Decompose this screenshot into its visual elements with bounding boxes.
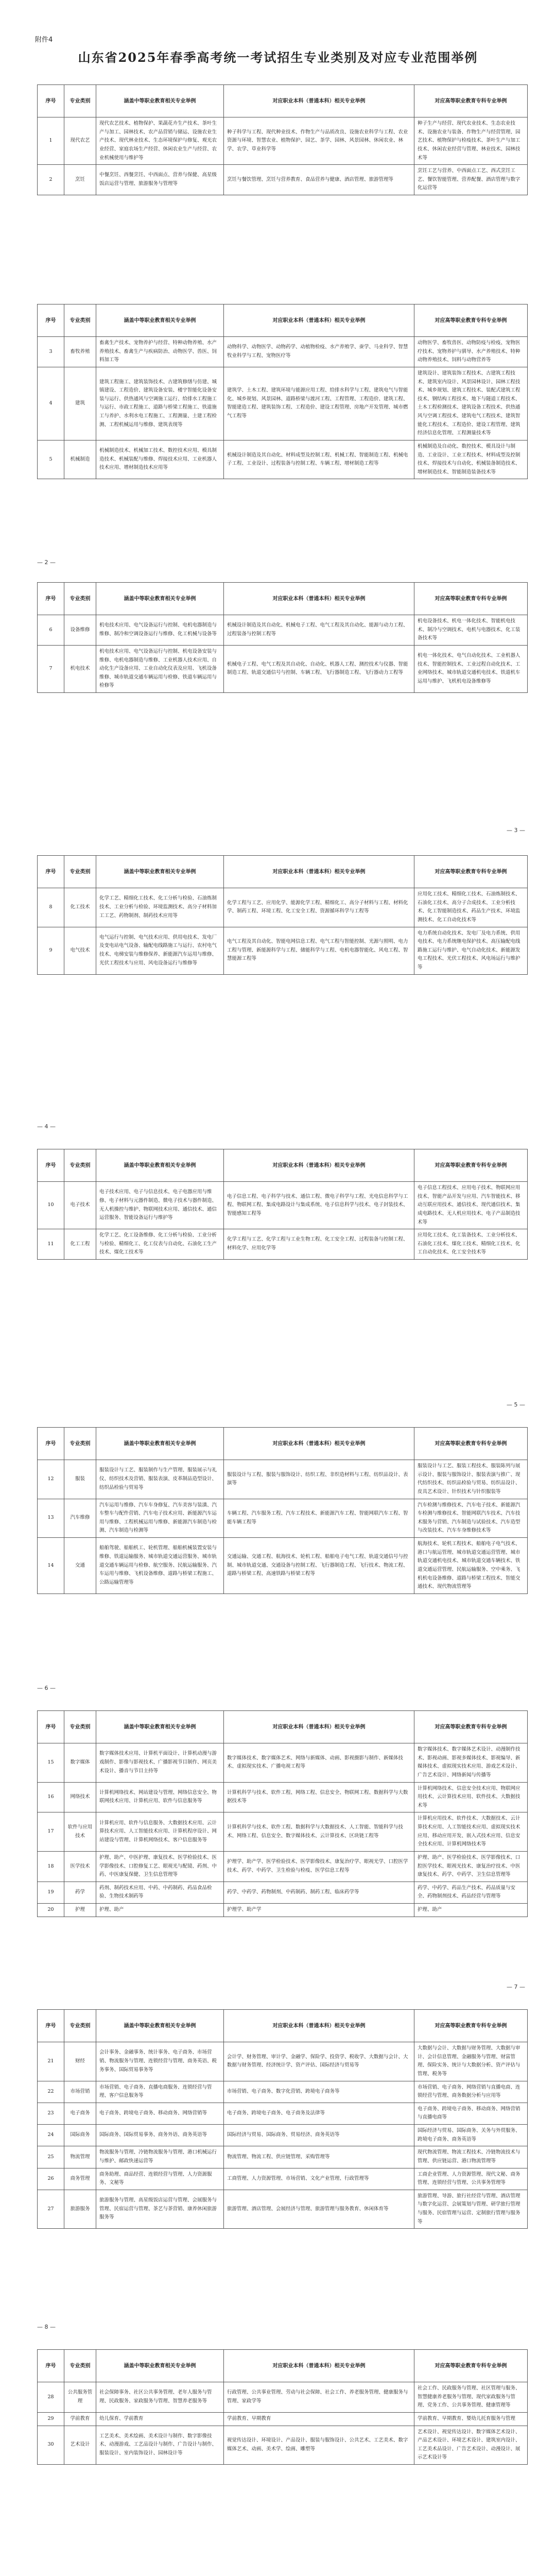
row-category: 烹饪 xyxy=(64,165,96,195)
row-seq: 29 xyxy=(38,2412,64,2426)
row-secondary-majors: 机电技术应用、电气设备运行与控制、机电设备安装与维修、电机电器制造与维修、工业机器人技术应用、自动化生产设备应用、工业自动化仪表及应用、飞机设备维修、城市轨道交通车辆运用与检修、铁道车辆运用与检修等 xyxy=(96,645,224,692)
header-category: 专业类别 xyxy=(64,856,96,888)
row-secondary-majors: 中餐烹饪、西餐烹饪、中西面点、营养与保健、高星级饭店运营与管理、旅游服务与管理等 xyxy=(96,165,224,195)
row-secondary-majors: 汽车运用与维修、汽车车身修复、汽车美容与装潢、汽车整车与配件营销、汽车电子技术应用、新能源汽车运用与维修、工程机械运用与维修、新能源汽车制造与检测、汽车制造与检测等 xyxy=(96,1499,224,1538)
row-seq: 3 xyxy=(38,337,64,367)
header-secondary: 涵盖中等职业教育相关专业举例 xyxy=(96,85,224,117)
header-secondary: 涵盖中等职业教育相关专业举例 xyxy=(96,583,224,615)
row-seq: 27 xyxy=(38,2190,64,2229)
table-row xyxy=(38,1812,528,1852)
row-higher-majors: 大数据与会计、大数据与财务管理、大数据与审计、会计信息管理、金融服务与管理、财富管理、保险实务、统计与大数据分析、资产评估与管理、税务等 xyxy=(414,2042,528,2081)
row-secondary-majors: 船舶驾驶、船舶机工、轮机管理、船舶机械装置安装与维修、铁道运输服务、城市轨道交通运营服务、城市轨道交通车辆运用与检修、航空服务、民航运输服务、汽车运用与维修、飞机设备维修、道路与桥梁工程施工、公路运输管理等 xyxy=(96,1538,224,1594)
table-row xyxy=(38,1782,528,1812)
row-seq: 9 xyxy=(38,927,64,974)
header-category: 专业类别 xyxy=(64,304,96,337)
row-category: 电气技术 xyxy=(64,927,96,974)
row-higher-majors: 机械制造及自动化、数控技术、模具设计与制造、工业设计、工业工程技术、材料成型及控制技术、焊接技术与自动化、机械装备制造技术、增材制造技术、智能制造装备技术等 xyxy=(414,440,528,479)
header-undergrad: 对应职业本科（普通本科）相关专业举例 xyxy=(224,1711,414,1743)
row-category: 畜牧养殖 xyxy=(64,337,96,367)
row-undergrad-majors: 化学工程与工艺、化学工程与工业生物工程、化工安全工程、过程装备与控制工程、材料化学、应用化学等 xyxy=(224,1229,414,1260)
row-secondary-majors: 工艺美术、美术绘画、美术设计与制作、数字影像技术、动漫游戏、工艺品设计与制作、广告设计与制作、服装设计、室内装饰设计、园林设计等 xyxy=(96,2426,224,2465)
page-number: — 3 — xyxy=(507,827,525,834)
row-category: 市场营销 xyxy=(64,2081,96,2103)
table-row xyxy=(38,1229,528,1260)
row-seq: 4 xyxy=(38,367,64,440)
row-seq: 6 xyxy=(38,615,64,646)
row-secondary-majors: 物流服务与管理、冷链物流服务与管理、港口机械运行与维护、邮政快递运营等 xyxy=(96,2146,224,2168)
page-number: — 5 — xyxy=(507,1401,525,1408)
header-category: 专业类别 xyxy=(64,2350,96,2382)
page-number: — 2 — xyxy=(37,559,56,566)
row-category: 药学 xyxy=(64,1882,96,1903)
table-segment-7 xyxy=(37,1710,528,1917)
row-category: 医学技术 xyxy=(64,1851,96,1882)
row-secondary-majors: 商务助理、商品经营、连锁经营与管理、人力资源服务、文秘等 xyxy=(96,2168,224,2190)
row-secondary-majors: 电气运行与控制、电气技术应用、供用电技术、发电厂及变电站电气设备、输配电线路施工与运行、农村电气技术、电梯安装与维修保养、新能源汽车运用与维修、光伏工程技术与应用、风电设备运行与维修等 xyxy=(96,927,224,974)
row-secondary-majors: 国际商务、国际贸易事务、商务外语、商务英语等 xyxy=(96,2125,224,2146)
table-row xyxy=(38,367,528,440)
table-row xyxy=(38,1460,528,1499)
row-category: 艺术设计 xyxy=(64,2426,96,2465)
row-category: 财经 xyxy=(64,2042,96,2081)
table-row xyxy=(38,645,528,692)
header-seq: 序号 xyxy=(38,304,64,337)
header-category: 专业类别 xyxy=(64,1428,96,1460)
header-higher: 对应高等职业教育专科专业举例 xyxy=(414,2350,528,2382)
row-seq: 10 xyxy=(38,1182,64,1229)
table-segment-8 xyxy=(37,2009,528,2229)
table-header-row xyxy=(38,583,528,615)
row-category: 汽车维修 xyxy=(64,1499,96,1538)
header-secondary: 涵盖中等职业教育相关专业举例 xyxy=(96,856,224,888)
row-seq: 13 xyxy=(38,1499,64,1538)
row-higher-majors: 国际经济与贸易、国际商务、关务与外贸服务、跨境电子商务、商务英语等 xyxy=(414,2125,528,2146)
row-category: 建筑 xyxy=(64,367,96,440)
table-segment-6 xyxy=(37,1427,528,1594)
row-secondary-majors: 护理、助产 xyxy=(96,1904,224,1917)
table-row xyxy=(38,1182,528,1229)
table-row xyxy=(38,927,528,974)
row-undergrad-majors: 动物科学、动物医学、动物药学、动植物检疫、水产养殖学、蚕学、马业科学、智慧牧业科学与工程、宠物医疗等 xyxy=(224,337,414,367)
header-higher: 对应高等职业教育专科专业举例 xyxy=(414,304,528,337)
header-seq: 序号 xyxy=(38,1428,64,1460)
row-seq: 28 xyxy=(38,2382,64,2413)
row-seq: 26 xyxy=(38,2168,64,2190)
row-higher-majors: 应用化工技术、精细化工技术、石油炼制技术、石油化工技术、高分子合成技术、工业分析技术、化工智能制造技术、药品生产技术、环境监测技术、化工自动化技术等 xyxy=(414,888,528,927)
row-undergrad-majors: 学前教育、早期教育 xyxy=(224,2412,414,2426)
header-secondary: 涵盖中等职业教育相关专业举例 xyxy=(96,1428,224,1460)
table-row xyxy=(38,1851,528,1882)
header-higher: 对应高等职业教育专科专业举例 xyxy=(414,1149,528,1182)
row-seq: 21 xyxy=(38,2042,64,2081)
table-segment-9 xyxy=(37,2349,528,2465)
row-secondary-majors: 护理、助产、中医护理、康复技术、医学检验技术、医学影像技术、口腔修复工艺、眼视光与配镜、药剂、中药、中医康复保健、卫生信息管理等 xyxy=(96,1851,224,1882)
header-secondary: 涵盖中等职业教育相关专业举例 xyxy=(96,1149,224,1182)
page-number: — 4 — xyxy=(37,1123,56,1130)
row-seq: 15 xyxy=(38,1743,64,1783)
row-higher-majors: 机电一体化技术、电气自动化技术、工业机器人技术、智能控制技术、工业过程自动化技术、工业网络技术、城市轨道交通机电技术、铁道机车运用与维护、飞机机电设备维修等 xyxy=(414,645,528,692)
header-secondary: 涵盖中等职业教育相关专业举例 xyxy=(96,2350,224,2382)
table-header-row xyxy=(38,1428,528,1460)
table-row xyxy=(38,1743,528,1783)
header-higher: 对应高等职业教育专科专业举例 xyxy=(414,583,528,615)
row-category: 化工工程 xyxy=(64,1229,96,1260)
row-secondary-majors: 社会保障事务、社区公共事务管理、老年人服务与管理、民政服务、家政服务与管理、智慧养老服务等 xyxy=(96,2382,224,2413)
row-seq: 17 xyxy=(38,1812,64,1852)
row-seq: 8 xyxy=(38,888,64,927)
header-higher: 对应高等职业教育专科专业举例 xyxy=(414,856,528,888)
row-higher-majors: 建筑设计、建筑装饰工程技术、古建筑工程技术、建筑室内设计、风景园林设计、园林工程技术、城乡规划、建筑工程技术、装配式建筑工程技术、钢结构工程技术、地下与隧道工程技术、土木工程检测技术、建筑设备工程技术、供热通风与空调工程技术、建筑电气工程技术、建筑智能化工程技术、工程造价、建设工程管理、建筑经济信息化管理、工程测量技术等 xyxy=(414,367,528,440)
row-undergrad-majors: 化学工程与工艺、应用化学、能源化学工程、精细化工、高分子材料与工程、材料化学、制药工程、环境工程、化工安全工程、资源循环科学与工程等 xyxy=(224,888,414,927)
table-header-row xyxy=(38,2350,528,2382)
table-row xyxy=(38,337,528,367)
attachment-label: 附件4 xyxy=(35,36,53,44)
header-seq: 序号 xyxy=(38,1711,64,1743)
row-higher-majors: 应用化工技术、化工装备技术、工业分析技术、石油化工技术、煤化工技术、精细化工技术、化工自动化技术、化工安全技术等 xyxy=(414,1229,528,1260)
table-row xyxy=(38,1499,528,1538)
table-row xyxy=(38,2382,528,2413)
row-higher-majors: 现代物流管理、物流工程技术、冷链物流技术与管理、供应链运营、港口物流管理等 xyxy=(414,2146,528,2168)
row-category: 物流管理 xyxy=(64,2146,96,2168)
row-secondary-majors: 电子商务、跨境电子商务、移动商务、网络营销等 xyxy=(96,2103,224,2124)
table-segment-3 xyxy=(37,582,528,693)
header-secondary: 涵盖中等职业教育相关专业举例 xyxy=(96,304,224,337)
header-seq: 序号 xyxy=(38,583,64,615)
page-number: — 8 — xyxy=(37,2324,56,2330)
row-higher-majors: 艺术设计、视觉传达设计、数字媒体艺术设计、产品艺术设计、环境艺术设计、建筑室内设计、工艺美术品设计、广告艺术设计、动漫设计、展示艺术设计等 xyxy=(414,2426,528,2465)
row-undergrad-majors: 行政管理、公共事业管理、劳动与社会保障、社会工作、养老服务管理、健康服务与管理、家政学等 xyxy=(224,2382,414,2413)
row-undergrad-majors: 计算机科学与技术、软件工程、数据科学与大数据技术、人工智能、智能科学与技术、网络工程、信息安全、数字媒体技术、云计算技术、区块链工程等 xyxy=(224,1812,414,1852)
row-higher-majors: 动物医学、畜牧兽医、动物防疫与检疫、宠物医疗技术、宠物养护与驯导、水产养殖技术、特种动物养殖技术、饲料与动物营养等 xyxy=(414,337,528,367)
row-undergrad-majors: 护理学、助产学 xyxy=(224,1904,414,1917)
header-undergrad: 对应职业本科（普通本科）相关专业举例 xyxy=(224,304,414,337)
row-higher-majors: 电力系统自动化技术、发电厂及电力系统、供用电技术、电力系统继电保护技术、高压输配电线路施工运行与维护、电气自动化技术、新能源发电工程技术、光伏工程技术、风电场运行与维护等 xyxy=(414,927,528,974)
row-undergrad-majors: 服装设计与工程、服装与服饰设计、纺织工程、非织造材料与工程、纺织品设计、表演等 xyxy=(224,1460,414,1499)
header-higher: 对应高等职业教育专科专业举例 xyxy=(414,85,528,117)
page-number: — 7 — xyxy=(507,1984,525,1990)
header-category: 专业类别 xyxy=(64,1149,96,1182)
row-category: 学前教育 xyxy=(64,2412,96,2426)
row-seq: 20 xyxy=(38,1904,64,1917)
table-segment-4 xyxy=(37,855,528,975)
row-higher-majors: 护理、助产、医学检验技术、医学影像技术、口腔医学技术、眼视光技术、康复治疗技术、中医康复技术、药学、中药学、卫生信息管理等 xyxy=(414,1851,528,1882)
row-seq: 14 xyxy=(38,1538,64,1594)
table-header-row xyxy=(38,856,528,888)
table-segment-1 xyxy=(37,84,528,195)
row-undergrad-majors: 市场营销、电子商务、数字化营销、跨境电子商务等 xyxy=(224,2081,414,2103)
table-row xyxy=(38,2081,528,2103)
table-row xyxy=(38,440,528,479)
row-higher-majors: 旅游管理、导游、旅行社经营与管理、酒店管理与数字化运营、会展策划与管理、研学旅行管理与服务、民宿管理与运营、定制旅行管理与服务等 xyxy=(414,2190,528,2229)
header-secondary: 涵盖中等职业教育相关专业举例 xyxy=(96,2010,224,2042)
table-row xyxy=(38,2168,528,2190)
row-higher-majors: 种子生产与经营、现代农业技术、生态农业技术、设施农业与装备、作物生产与经营管理、园艺技术、植物保护与检疫技术、茶叶生产与加工技术、休闲农业经营与管理、林业技术、园林技术等 xyxy=(414,117,528,165)
header-category: 专业类别 xyxy=(64,85,96,117)
row-seq: 30 xyxy=(38,2426,64,2465)
row-undergrad-majors: 交通运输、交通工程、航海技术、轮机工程、船舶电子电气工程、轨道交通信号与控制、城市轨道交通、交通设备与控制工程、飞行器制造工程、飞行技术、物流工程、道路与桥梁工程、高速铁路与桥梁工程等 xyxy=(224,1538,414,1594)
table-header-row xyxy=(38,85,528,117)
row-secondary-majors: 数字媒体技术应用、计算机平面设计、计算机动漫与游戏制作、影像与影视技术、广播影视节目制作、网页美术设计、播音与节目主持等 xyxy=(96,1743,224,1783)
row-category: 电子技术 xyxy=(64,1182,96,1229)
header-category: 专业类别 xyxy=(64,2010,96,2042)
row-higher-majors: 服装设计与工艺、服装工程技术、服装陈列与展示设计、服装与服饰设计、服装表演与推广、现代纺织技术、纺织品检验与贸易、纺织品设计、皮具艺术设计、针织技术与针织服装等 xyxy=(414,1460,528,1499)
row-category: 服装 xyxy=(64,1460,96,1499)
table-header-row xyxy=(38,1149,528,1182)
row-secondary-majors: 药剂、制药技术应用、中药、中药制药、药品食品检验、生物技术制药等 xyxy=(96,1882,224,1903)
row-undergrad-majors: 物流管理、物流工程、供应链管理、采购管理等 xyxy=(224,2146,414,2168)
row-undergrad-majors: 建筑学、土木工程、建筑环境与能源应用工程、给排水科学与工程、建筑电气与智能化、城乡规划、风景园林、道路桥梁与渡河工程、工程管理、工程造价、建筑工程、智能建造工程、建筑装饰工程、工程造价、建设工程管理、房地产开发管理、城市燃气工程等 xyxy=(224,367,414,440)
header-undergrad: 对应职业本科（普通本科）相关专业举例 xyxy=(224,2010,414,2042)
row-secondary-majors: 机电技术应用、电气设备运行与控制、电机电器制造与维修、制冷和空调设备运行与维修、化工机械与设备等 xyxy=(96,615,224,646)
row-secondary-majors: 计算机应用、软件与信息服务、大数据技术应用、云计算技术应用、人工智能技术应用、计算机程序设计、网站建设与管理、计算机网络技术、客户信息服务等 xyxy=(96,1812,224,1852)
row-seq: 18 xyxy=(38,1851,64,1882)
row-seq: 23 xyxy=(38,2103,64,2124)
table-row xyxy=(38,2103,528,2124)
row-secondary-majors: 服装设计与工艺、服装制作与生产管理、服装展示与礼仪、纺织技术及营销、服装表演、皮革制品造型设计、纺织品检验与贸易等 xyxy=(96,1460,224,1499)
table-row xyxy=(38,2190,528,2229)
row-undergrad-majors: 电气工程及其自动化、智能电网信息工程、电气工程与智能控制、光源与照明、电力工程与管理、新能源科学与工程、储能科学与工程、电机电器智能化、风电工程、智慧能源工程等 xyxy=(224,927,414,974)
row-higher-majors: 航海技术、轮机工程技术、船舶电子电气技术、港口与航运管理、城市轨道交通运营管理、城市轨道交通机电技术、城市轨道交通车辆技术、铁道交通运营管理、民航运输服务、空中乘务、飞机机电设备维修、道路与桥梁工程技术、智能交通技术、现代物流管理等 xyxy=(414,1538,528,1594)
table-segment-5 xyxy=(37,1149,528,1260)
row-undergrad-majors: 电子商务、跨境电子商务、电子商务及法律等 xyxy=(224,2103,414,2124)
table-header-row xyxy=(38,1711,528,1743)
row-higher-majors: 计算机应用技术、软件技术、大数据技术、云计算技术应用、人工智能技术应用、虚拟现实技术应用、移动应用开发、嵌入式技术应用、信息安全技术应用、计算机网络技术等 xyxy=(414,1812,528,1852)
header-undergrad: 对应职业本科（普通本科）相关专业举例 xyxy=(224,1149,414,1182)
header-higher: 对应高等职业教育专科专业举例 xyxy=(414,1711,528,1743)
row-higher-majors: 数字媒体技术、数字媒体艺术设计、动漫制作技术、影视动画、影视多媒体技术、影视编导、新媒体技术、虚拟现实技术应用、游戏艺术设计、广告艺术设计、网络新闻与传播等 xyxy=(414,1743,528,1783)
table-row xyxy=(38,2412,528,2426)
row-undergrad-majors: 种子科学与工程、现代种业技术、作物生产与品质改良、设施农业科学与工程、农业资源与环境、智慧农业、植物保护、园艺、茶学、园林、风景园林、休闲农业、林学、农学、草业科学等 xyxy=(224,117,414,165)
table-header-row xyxy=(38,2010,528,2042)
row-higher-majors: 学前教育、早期教育、婴幼儿托育服务与管理 xyxy=(414,2412,528,2426)
row-category: 电子商务 xyxy=(64,2103,96,2124)
row-category: 国际商务 xyxy=(64,2125,96,2146)
row-seq: 24 xyxy=(38,2125,64,2146)
row-higher-majors: 烹饪工艺与营养、中西面点工艺、西式烹饪工艺、餐饮智能管理、营养配餐、酒店管理与数字化运营等 xyxy=(414,165,528,195)
row-seq: 5 xyxy=(38,440,64,479)
row-seq: 19 xyxy=(38,1882,64,1903)
header-undergrad: 对应职业本科（普通本科）相关专业举例 xyxy=(224,583,414,615)
row-undergrad-majors: 机械设计制造及其自动化、机械电子工程、电气工程及其自动化、能源与动力工程、过程装备与控制工程等 xyxy=(224,615,414,646)
row-higher-majors: 市场营销、电子商务、网络营销与直播电商、连锁经营与管理、商务数据分析与应用等 xyxy=(414,2081,528,2103)
header-seq: 序号 xyxy=(38,85,64,117)
header-undergrad: 对应职业本科（普通本科）相关专业举例 xyxy=(224,85,414,117)
row-seq: 1 xyxy=(38,117,64,165)
row-undergrad-majors: 数字媒体技术、数字媒体艺术、网络与新媒体、动画、影视摄影与制作、新媒体技术、虚拟现实技术、广播电视工程等 xyxy=(224,1743,414,1783)
header-seq: 序号 xyxy=(38,2010,64,2042)
row-category: 软件与应用技术 xyxy=(64,1812,96,1852)
row-category: 化工技术 xyxy=(64,888,96,927)
row-category: 网络技术 xyxy=(64,1782,96,1812)
table-row xyxy=(38,2042,528,2081)
table-row xyxy=(38,117,528,165)
row-category: 机电技术 xyxy=(64,645,96,692)
row-higher-majors: 汽车检测与维修技术、汽车电子技术、新能源汽车检测与维修技术、智能网联汽车技术、汽车技术服务与营销、汽车制造与试验技术、汽车造型与改装技术、汽车车身维修技术等 xyxy=(414,1499,528,1538)
table-row xyxy=(38,165,528,195)
row-higher-majors: 机电设备技术、机电一体化技术、智能机电技术、制冷与空调技术、电机与电器技术、化工装备技术等 xyxy=(414,615,528,646)
table-row xyxy=(38,2125,528,2146)
header-undergrad: 对应职业本科（普通本科）相关专业举例 xyxy=(224,1428,414,1460)
table-row xyxy=(38,615,528,646)
row-higher-majors: 计算机网络技术、信息安全技术应用、物联网应用技术、云计算技术应用、软件技术、大数据技术等 xyxy=(414,1782,528,1812)
row-secondary-majors: 旅游服务与管理、高星级饭店运营与管理、会展服务与管理、民宿运营与管理、茶艺与茶营销、康养休闲旅游服务等 xyxy=(96,2190,224,2229)
row-category: 公共服务管理 xyxy=(64,2382,96,2413)
row-undergrad-majors: 计算机科学与技术、软件工程、网络工程、信息安全、物联网工程、数据科学与大数据技术等 xyxy=(224,1782,414,1812)
row-secondary-majors: 会计事务、金融事务、统计事务、电子商务、市场营销、物流服务与管理、连锁经营与管理、商务英语、税务事务、国际贸易事务等 xyxy=(96,2042,224,2081)
row-category: 现代农艺 xyxy=(64,117,96,165)
row-seq: 12 xyxy=(38,1460,64,1499)
table-segment-2 xyxy=(37,304,528,479)
row-seq: 2 xyxy=(38,165,64,195)
row-undergrad-majors: 机械设计制造及其自动化、材料成型及控制工程、机械工程、智能制造工程、机械电子工程、工业设计、过程装备与控制工程、车辆工程、增材制造工程等 xyxy=(224,440,414,479)
table-row xyxy=(38,2146,528,2168)
table-row xyxy=(38,1538,528,1594)
row-seq: 25 xyxy=(38,2146,64,2168)
row-undergrad-majors: 国际经济与贸易、国际商务、贸易经济、商务英语等 xyxy=(224,2125,414,2146)
row-category: 旅游服务 xyxy=(64,2190,96,2229)
header-undergrad: 对应职业本科（普通本科）相关专业举例 xyxy=(224,856,414,888)
row-category: 数字媒体 xyxy=(64,1743,96,1783)
row-category: 机械制造 xyxy=(64,440,96,479)
row-higher-majors: 工商企业管理、人力资源管理、现代文秘、商务管理、连锁经营与管理、公共事务管理等 xyxy=(414,2168,528,2190)
row-undergrad-majors: 会计学、财务管理、审计学、金融学、保险学、投资学、税收学、大数据与会计、大数据与财务管理、经济统计学、资产评估、国际经济与贸易等 xyxy=(224,2042,414,2081)
row-undergrad-majors: 工商管理、人力资源管理、市场营销、文化产业管理、行政管理等 xyxy=(224,2168,414,2190)
row-secondary-majors: 幼儿保育、学前教育 xyxy=(96,2412,224,2426)
row-category: 交通 xyxy=(64,1538,96,1594)
header-seq: 序号 xyxy=(38,1149,64,1182)
header-higher: 对应高等职业教育专科专业举例 xyxy=(414,1428,528,1460)
row-undergrad-majors: 视觉传达设计、环境设计、产品设计、服装与服饰设计、公共艺术、工艺美术、数字媒体艺术、动画、美术学、绘画、雕塑等 xyxy=(224,2426,414,2465)
row-secondary-majors: 化学工艺、化工设备维修、化工分析与检验、工业分析与检验、精细化工、化工仪表与自动化、石油化工生产技术、煤化工技术等 xyxy=(96,1229,224,1260)
row-secondary-majors: 计算机网络技术、网站建设与管理、网络信息安全、物联网技术应用、计算机应用、软件与信息服务等 xyxy=(96,1782,224,1812)
row-higher-majors: 药学、中药学、药品生产技术、药品质量与安全、药物制剂技术、药品经营与管理等 xyxy=(414,1882,528,1903)
row-undergrad-majors: 机械电子工程、电气工程及其自动化、自动化、机器人工程、测控技术与仪器、智能制造工程、轨道交通信号与控制、车辆工程、飞行器制造工程、飞行器动力工程等 xyxy=(224,645,414,692)
row-seq: 22 xyxy=(38,2081,64,2103)
row-secondary-majors: 现代农艺技术、植物保护、果蔬花卉生产技术、茶叶生产与加工、园林技术、农产品营销与储运、设施农业生产技术、现代林业技术、生态环境保护与修复、观光农业经营、家庭农场生产经营、休闲农业生产与经营、农业机械使用与维护等 xyxy=(96,117,224,165)
row-secondary-majors: 机械制造技术、机械加工技术、数控技术应用、模具制造技术、机械装配与维修、焊接技术应用、工业机器人技术应用、增材制造技术应用等 xyxy=(96,440,224,479)
row-undergrad-majors: 烹饪与餐饮管理、烹饪与营养教育、食品营养与健康、酒店管理、旅游管理等 xyxy=(224,165,414,195)
row-undergrad-majors: 护理学、助产学、医学检验技术、医学影像技术、康复治疗学、眼视光学、口腔医学技术、药学、中药学、卫生检验与检疫、医学信息工程等 xyxy=(224,1851,414,1882)
header-category: 专业类别 xyxy=(64,1711,96,1743)
row-secondary-majors: 市场营销、电子商务、直播电商服务、连锁经营与管理、客户信息服务等 xyxy=(96,2081,224,2103)
header-higher: 对应高等职业教育专科专业举例 xyxy=(414,2010,528,2042)
row-undergrad-majors: 车辆工程、汽车服务工程、汽车工程技术、新能源汽车工程、智能网联汽车工程、智能车辆工程等 xyxy=(224,1499,414,1538)
header-secondary: 涵盖中等职业教育相关专业举例 xyxy=(96,1711,224,1743)
row-secondary-majors: 建筑工程施工、建筑装饰技术、古建筑修缮与仿建、城镇建设、工程造价、建筑设备安装、楼宇智能化设备安装与运行、供热通风与空调施工运行、给排水工程施工与运行、市政工程施工、道路与桥梁工程施工、铁道施工与养护、水利水电工程施工、工程测量、土建工程检测、工程机械运用与维修、建筑表现等 xyxy=(96,367,224,440)
row-seq: 11 xyxy=(38,1229,64,1260)
row-category: 设备维修 xyxy=(64,615,96,646)
row-category: 护理 xyxy=(64,1904,96,1917)
header-seq: 序号 xyxy=(38,2350,64,2382)
table-row xyxy=(38,1882,528,1903)
row-higher-majors: 电子商务、跨境电子商务、移动商务、网络营销与直播电商等 xyxy=(414,2103,528,2124)
table-row xyxy=(38,1904,528,1917)
row-secondary-majors: 电子技术应用、电子与信息技术、电子电器应用与维修、电子材料与元器件制造、微电子技术与器件制造、无人机操控与维护、物联网技术应用、通信技术、通信运营服务、智能设备运行与维护等 xyxy=(96,1182,224,1229)
row-undergrad-majors: 旅游管理、酒店管理、会展经济与管理、旅游管理与服务教育、休闲体育等 xyxy=(224,2190,414,2229)
page-number: — 6 — xyxy=(37,1685,56,1691)
row-higher-majors: 社会工作、民政服务与管理、社区管理与服务、智慧健康养老服务与管理、现代家政服务与管理、党务工作、公共事务管理、健康管理等 xyxy=(414,2382,528,2413)
row-secondary-majors: 畜禽生产技术、宠物养护与经营、特种动物养殖、水产养殖技术、畜禽生产与疾病防治、动物医学、兽医、饲料加工等 xyxy=(96,337,224,367)
table-row xyxy=(38,2426,528,2465)
row-undergrad-majors: 电子信息工程、电子科学与技术、通信工程、微电子科学与工程、光电信息科学与工程、物联网工程、集成电路设计与集成系统、电子信息科学与技术、电子封装技术、智能感知工程等 xyxy=(224,1182,414,1229)
row-higher-majors: 护理、助产 xyxy=(414,1904,528,1917)
table-row xyxy=(38,888,528,927)
row-undergrad-majors: 药学、中药学、药物制剂、中药制药、制药工程、临床药学等 xyxy=(224,1882,414,1903)
row-category: 商务管理 xyxy=(64,2168,96,2190)
row-secondary-majors: 化学工艺、精细化工技术、化工分析与检验、石油炼制技术、工业分析与检验、环境监测技术、高分子材料加工工艺、药物制剂、制药技术应用等 xyxy=(96,888,224,927)
row-seq: 7 xyxy=(38,645,64,692)
page-title: 山东省2025年春季高考统一考试招生专业类别及对应专业范围举例 xyxy=(78,50,478,65)
row-higher-majors: 电子信息工程技术、应用电子技术、物联网应用技术、智能产品开发与应用、汽车智能技术、移动互联应用技术、通信技术、现代通信技术、集成电路技术、无人机应用技术、电子产品制造技术等 xyxy=(414,1182,528,1229)
table-header-row xyxy=(38,304,528,337)
header-seq: 序号 xyxy=(38,856,64,888)
header-category: 专业类别 xyxy=(64,583,96,615)
row-seq: 16 xyxy=(38,1782,64,1812)
header-undergrad: 对应职业本科（普通本科）相关专业举例 xyxy=(224,2350,414,2382)
